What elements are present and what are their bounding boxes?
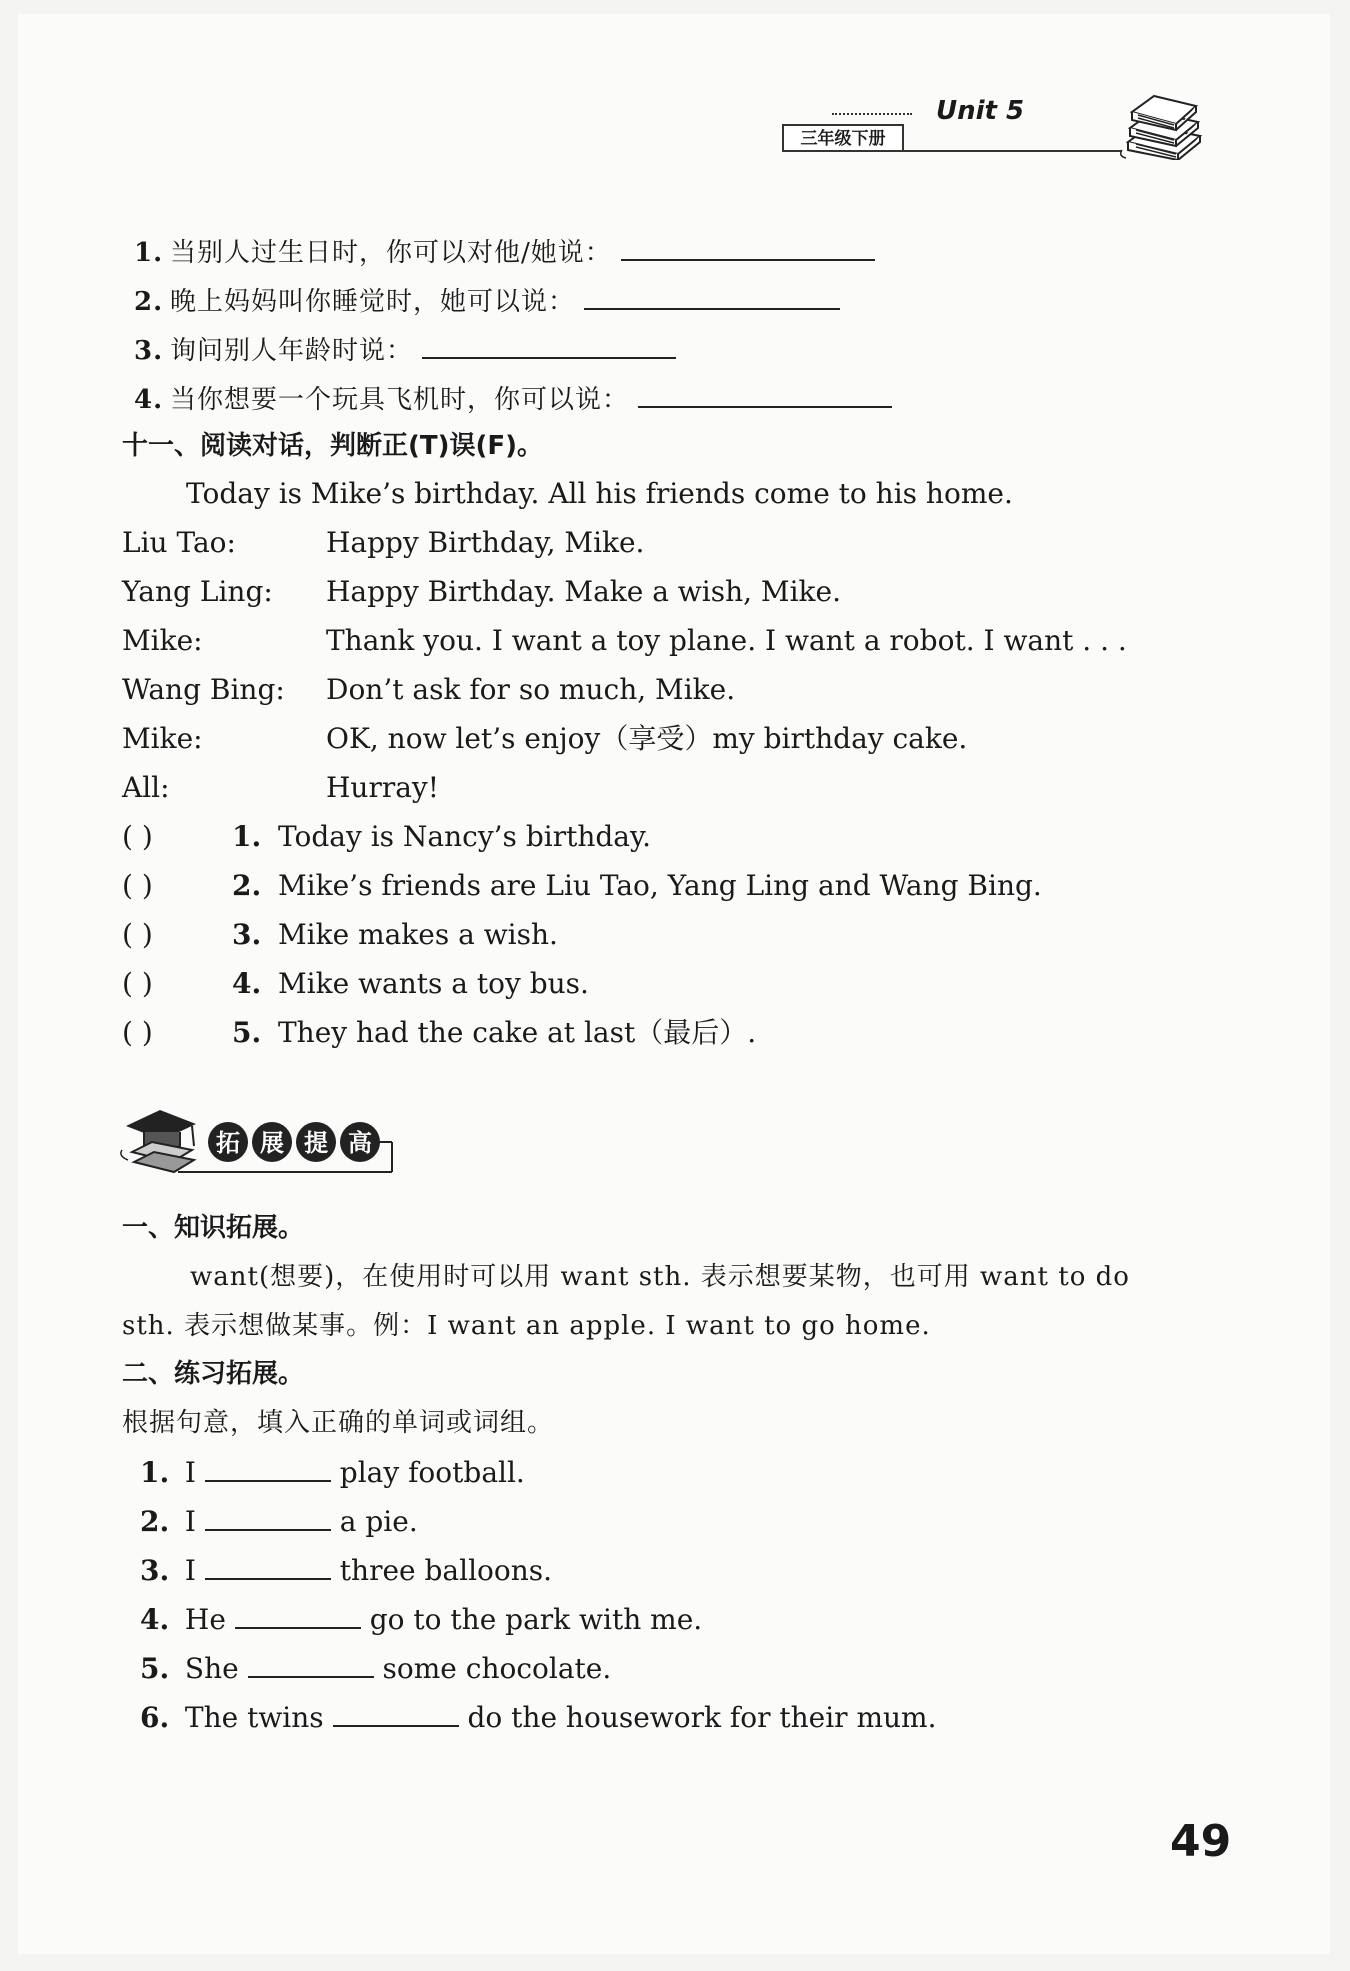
speaker-line: Hurray! — [326, 771, 439, 804]
item-text: 询问别人年龄时说： — [170, 336, 414, 366]
item-subject: I — [184, 1456, 196, 1489]
answer-parentheses[interactable]: ( ) — [122, 967, 153, 1000]
banner-char: 拓 — [216, 1129, 240, 1157]
section-heading: 一、知识拓展。 — [122, 1213, 305, 1243]
item-rest: play football. — [339, 1456, 525, 1489]
list-item — [134, 329, 676, 371]
stacked-books-icon — [1118, 84, 1206, 160]
statement-text: Mike wants a toy bus. — [278, 967, 589, 1000]
banner-char: 高 — [348, 1129, 372, 1157]
item-subject: The twins — [184, 1701, 324, 1734]
statement-text: They had the cake at last（最后）. — [278, 1016, 757, 1049]
answer-blank[interactable] — [205, 1550, 331, 1580]
item-subject: I — [184, 1554, 196, 1587]
answer-parentheses[interactable]: ( ) — [122, 869, 153, 902]
answer-blank[interactable] — [638, 378, 892, 408]
fill-item — [140, 1501, 418, 1542]
answer-parentheses[interactable]: ( ) — [122, 918, 153, 951]
fill-item — [140, 1452, 525, 1493]
true-false-item — [122, 964, 589, 1004]
extension-banner — [118, 1090, 398, 1180]
item-text: 当你想要一个玩具飞机时，你可以说： — [170, 385, 630, 415]
item-number: 1. — [140, 1456, 170, 1489]
answer-parentheses[interactable]: ( ) — [122, 820, 153, 853]
answer-blank[interactable] — [235, 1599, 361, 1629]
speaker-name: Yang Ling: — [122, 575, 273, 608]
speaker-line: Don’t ask for so much, Mike. — [326, 673, 736, 706]
item-number: 3. — [140, 1554, 170, 1587]
item-number: 3. — [232, 918, 262, 951]
item-rest: three balloons. — [339, 1554, 553, 1587]
speaker-name: Mike: — [122, 624, 203, 657]
item-rest: do the housework for their mum. — [467, 1701, 937, 1734]
banner-char: 提 — [304, 1129, 328, 1157]
speaker-line: Thank you. I want a toy plane. I want a robot. I want . . . — [326, 624, 1127, 657]
section-heading: 十一、阅读对话，判断正(T)误(F)。 — [122, 431, 544, 461]
header-rule — [782, 150, 1122, 152]
answer-blank[interactable] — [205, 1452, 331, 1482]
header-dotted-rule — [832, 113, 912, 115]
answer-blank[interactable] — [422, 329, 676, 359]
answer-blank[interactable] — [205, 1501, 331, 1531]
answer-parentheses[interactable]: ( ) — [122, 1016, 153, 1049]
fill-item — [140, 1599, 702, 1640]
item-number: 2. — [232, 869, 262, 902]
item-rest: a pie. — [339, 1505, 418, 1538]
item-number: 4. — [232, 967, 262, 1000]
page-number: 49 — [1170, 1816, 1232, 1867]
statement-text: Mike makes a wish. — [278, 918, 558, 951]
graduation-cap-books-icon — [121, 1110, 196, 1172]
item-number: 1. — [232, 820, 262, 853]
true-false-item — [122, 866, 1042, 906]
speaker-name: Liu Tao: — [122, 526, 236, 559]
section-heading: 二、练习拓展。 — [122, 1359, 305, 1389]
item-number: 4. — [134, 385, 164, 415]
fill-item — [140, 1697, 937, 1738]
true-false-item — [122, 817, 651, 857]
item-subject: I — [184, 1505, 196, 1538]
instruction-text: 根据句意，填入正确的单词或词组。 — [122, 1408, 555, 1438]
speaker-line: Happy Birthday. Make a wish, Mike. — [326, 575, 841, 608]
item-number: 2. — [140, 1505, 170, 1538]
grade-label: 三年级下册 — [782, 124, 904, 152]
dialogue-intro: Today is Mike’s birthday. All his friends come to his home. — [186, 477, 1013, 510]
knowledge-text: sth. 表示想做某事。例：I want an apple. I want to go home. — [122, 1311, 931, 1341]
item-number: 5. — [140, 1652, 170, 1685]
item-number: 1. — [134, 238, 164, 268]
fill-item — [140, 1550, 552, 1591]
answer-blank[interactable] — [621, 231, 875, 261]
answer-blank[interactable] — [584, 280, 840, 310]
list-item — [134, 280, 840, 322]
list-item — [134, 231, 875, 273]
speaker-name: All: — [122, 771, 170, 804]
knowledge-text: want(想要)，在使用时可以用 want sth. 表示想要某物，也可用 want to do — [190, 1262, 1130, 1292]
speaker-line: OK, now let’s enjoy（享受）my birthday cake. — [326, 722, 968, 755]
unit-title: Unit 5 — [936, 96, 1025, 126]
item-number: 6. — [140, 1701, 170, 1734]
answer-blank[interactable] — [333, 1697, 459, 1727]
item-number: 4. — [140, 1603, 170, 1636]
item-subject: He — [184, 1603, 226, 1636]
item-subject: She — [184, 1652, 239, 1685]
list-item — [134, 378, 892, 420]
item-text: 当别人过生日时，你可以对他/她说： — [170, 238, 612, 268]
banner-char: 展 — [260, 1129, 284, 1157]
true-false-item — [122, 915, 558, 955]
item-number: 5. — [232, 1016, 262, 1049]
fill-item — [140, 1648, 611, 1689]
statement-text: Mike’s friends are Liu Tao, Yang Ling and Wang Bing. — [278, 869, 1042, 902]
item-number: 2. — [134, 287, 164, 317]
item-rest: go to the park with me. — [369, 1603, 703, 1636]
speaker-name: Mike: — [122, 722, 203, 755]
item-text: 晚上妈妈叫你睡觉时，她可以说： — [170, 287, 576, 317]
statement-text: Today is Nancy’s birthday. — [278, 820, 651, 853]
item-number: 3. — [134, 336, 164, 366]
item-rest: some chocolate. — [382, 1652, 612, 1685]
answer-blank[interactable] — [248, 1648, 374, 1678]
speaker-line: Happy Birthday, Mike. — [326, 526, 645, 559]
true-false-item — [122, 1013, 756, 1053]
speaker-name: Wang Bing: — [122, 673, 285, 706]
